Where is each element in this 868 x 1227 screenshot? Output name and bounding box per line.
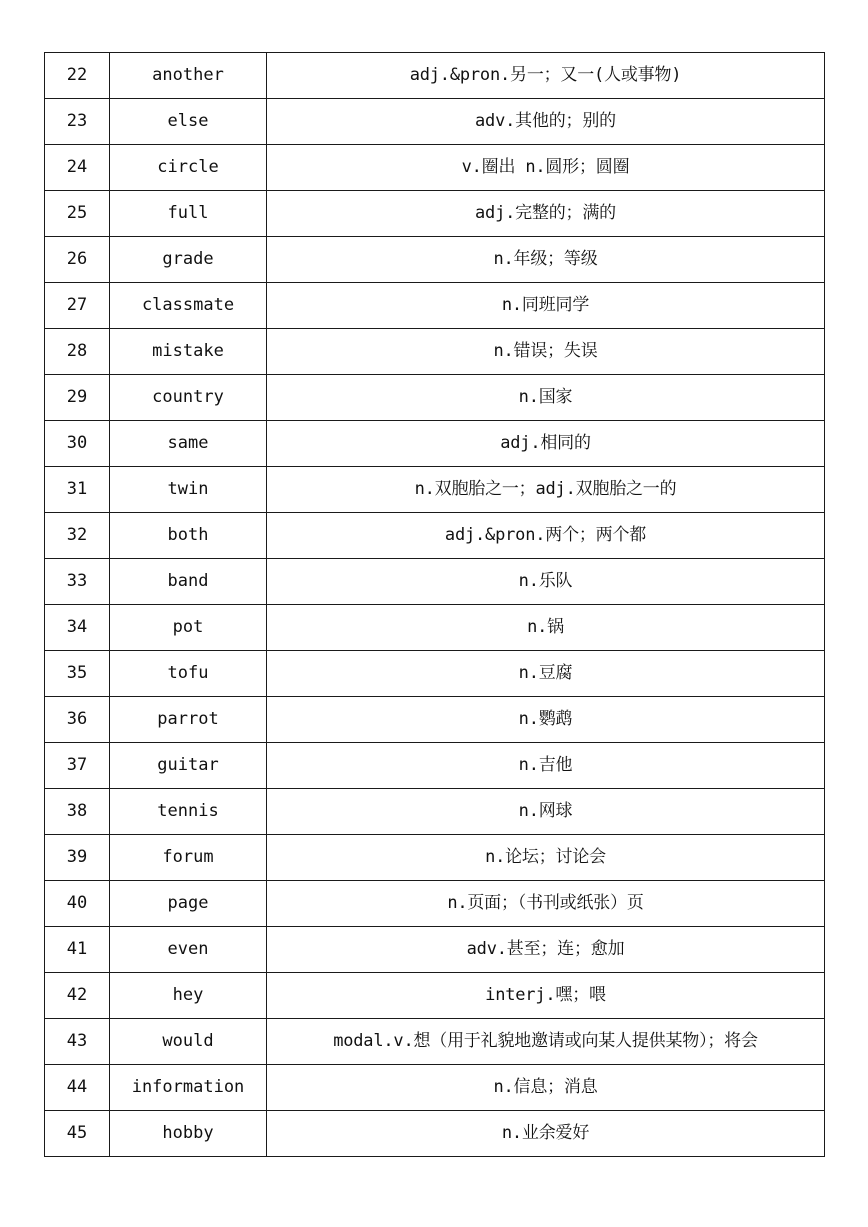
- table-row: [45, 697, 825, 743]
- table-row: [45, 513, 825, 559]
- table-row: [45, 927, 825, 973]
- english-word: same: [110, 421, 267, 467]
- table-row: [45, 99, 825, 145]
- row-number: 36: [45, 697, 110, 743]
- table-row: [45, 329, 825, 375]
- english-word: country: [110, 375, 267, 421]
- english-word: circle: [110, 145, 267, 191]
- row-number: 26: [45, 237, 110, 283]
- row-number: 38: [45, 789, 110, 835]
- english-word: guitar: [110, 743, 267, 789]
- row-number: 23: [45, 99, 110, 145]
- chinese-definition: n.业余爱好: [267, 1111, 825, 1157]
- table-row: [45, 1111, 825, 1157]
- table-row: [45, 375, 825, 421]
- chinese-definition: n.鹦鹉: [267, 697, 825, 743]
- english-word: tofu: [110, 651, 267, 697]
- english-word: page: [110, 881, 267, 927]
- english-word: full: [110, 191, 267, 237]
- chinese-definition: n.豆腐: [267, 651, 825, 697]
- chinese-definition: n.双胞胎之一；adj.双胞胎之一的: [267, 467, 825, 513]
- row-number: 40: [45, 881, 110, 927]
- chinese-definition: adj.&pron.另一；又一(人或事物): [267, 53, 825, 99]
- english-word: information: [110, 1065, 267, 1111]
- row-number: 42: [45, 973, 110, 1019]
- chinese-definition: v.圈出 n.圆形；圆圈: [267, 145, 825, 191]
- row-number: 37: [45, 743, 110, 789]
- chinese-definition: adj.&pron.两个；两个都: [267, 513, 825, 559]
- row-number: 35: [45, 651, 110, 697]
- row-number: 30: [45, 421, 110, 467]
- chinese-definition: n.论坛；讨论会: [267, 835, 825, 881]
- row-number: 45: [45, 1111, 110, 1157]
- english-word: pot: [110, 605, 267, 651]
- row-number: 32: [45, 513, 110, 559]
- chinese-definition: adv.其他的；别的: [267, 99, 825, 145]
- table-row: [45, 973, 825, 1019]
- table-row: [45, 283, 825, 329]
- row-number: 39: [45, 835, 110, 881]
- row-number: 22: [45, 53, 110, 99]
- row-number: 28: [45, 329, 110, 375]
- table-row: [45, 789, 825, 835]
- table-row: [45, 605, 825, 651]
- english-word: classmate: [110, 283, 267, 329]
- english-word: hobby: [110, 1111, 267, 1157]
- table-row: [45, 145, 825, 191]
- row-number: 44: [45, 1065, 110, 1111]
- row-number: 29: [45, 375, 110, 421]
- chinese-definition: n.国家: [267, 375, 825, 421]
- english-word: tennis: [110, 789, 267, 835]
- english-word: parrot: [110, 697, 267, 743]
- vocabulary-table-body: [45, 53, 825, 1157]
- english-word: mistake: [110, 329, 267, 375]
- row-number: 27: [45, 283, 110, 329]
- chinese-definition: n.网球: [267, 789, 825, 835]
- english-word: twin: [110, 467, 267, 513]
- table-row: [45, 559, 825, 605]
- row-number: 33: [45, 559, 110, 605]
- chinese-definition: n.错误；失误: [267, 329, 825, 375]
- table-row: [45, 651, 825, 697]
- english-word: hey: [110, 973, 267, 1019]
- row-number: 25: [45, 191, 110, 237]
- table-row: [45, 743, 825, 789]
- english-word: grade: [110, 237, 267, 283]
- english-word: would: [110, 1019, 267, 1065]
- table-row: [45, 467, 825, 513]
- table-row: [45, 191, 825, 237]
- table-row: [45, 1065, 825, 1111]
- table-row: [45, 1019, 825, 1065]
- row-number: 43: [45, 1019, 110, 1065]
- table-row: [45, 53, 825, 99]
- row-number: 24: [45, 145, 110, 191]
- chinese-definition: modal.v.想（用于礼貌地邀请或向某人提供某物）；将会: [267, 1019, 825, 1065]
- english-word: both: [110, 513, 267, 559]
- chinese-definition: interj.嘿；喂: [267, 973, 825, 1019]
- table-row: [45, 835, 825, 881]
- chinese-definition: n.信息；消息: [267, 1065, 825, 1111]
- row-number: 34: [45, 605, 110, 651]
- english-word: even: [110, 927, 267, 973]
- english-word: else: [110, 99, 267, 145]
- chinese-definition: n.吉他: [267, 743, 825, 789]
- chinese-definition: n.同班同学: [267, 283, 825, 329]
- table-row: [45, 237, 825, 283]
- chinese-definition: adj.完整的；满的: [267, 191, 825, 237]
- chinese-definition: n.页面；（书刊或纸张）页: [267, 881, 825, 927]
- table-row: [45, 421, 825, 467]
- english-word: another: [110, 53, 267, 99]
- english-word: forum: [110, 835, 267, 881]
- vocabulary-table: [44, 52, 825, 1157]
- chinese-definition: n.锅: [267, 605, 825, 651]
- english-word: band: [110, 559, 267, 605]
- chinese-definition: n.年级；等级: [267, 237, 825, 283]
- table-row: [45, 881, 825, 927]
- chinese-definition: adj.相同的: [267, 421, 825, 467]
- row-number: 41: [45, 927, 110, 973]
- row-number: 31: [45, 467, 110, 513]
- chinese-definition: n.乐队: [267, 559, 825, 605]
- chinese-definition: adv.甚至；连；愈加: [267, 927, 825, 973]
